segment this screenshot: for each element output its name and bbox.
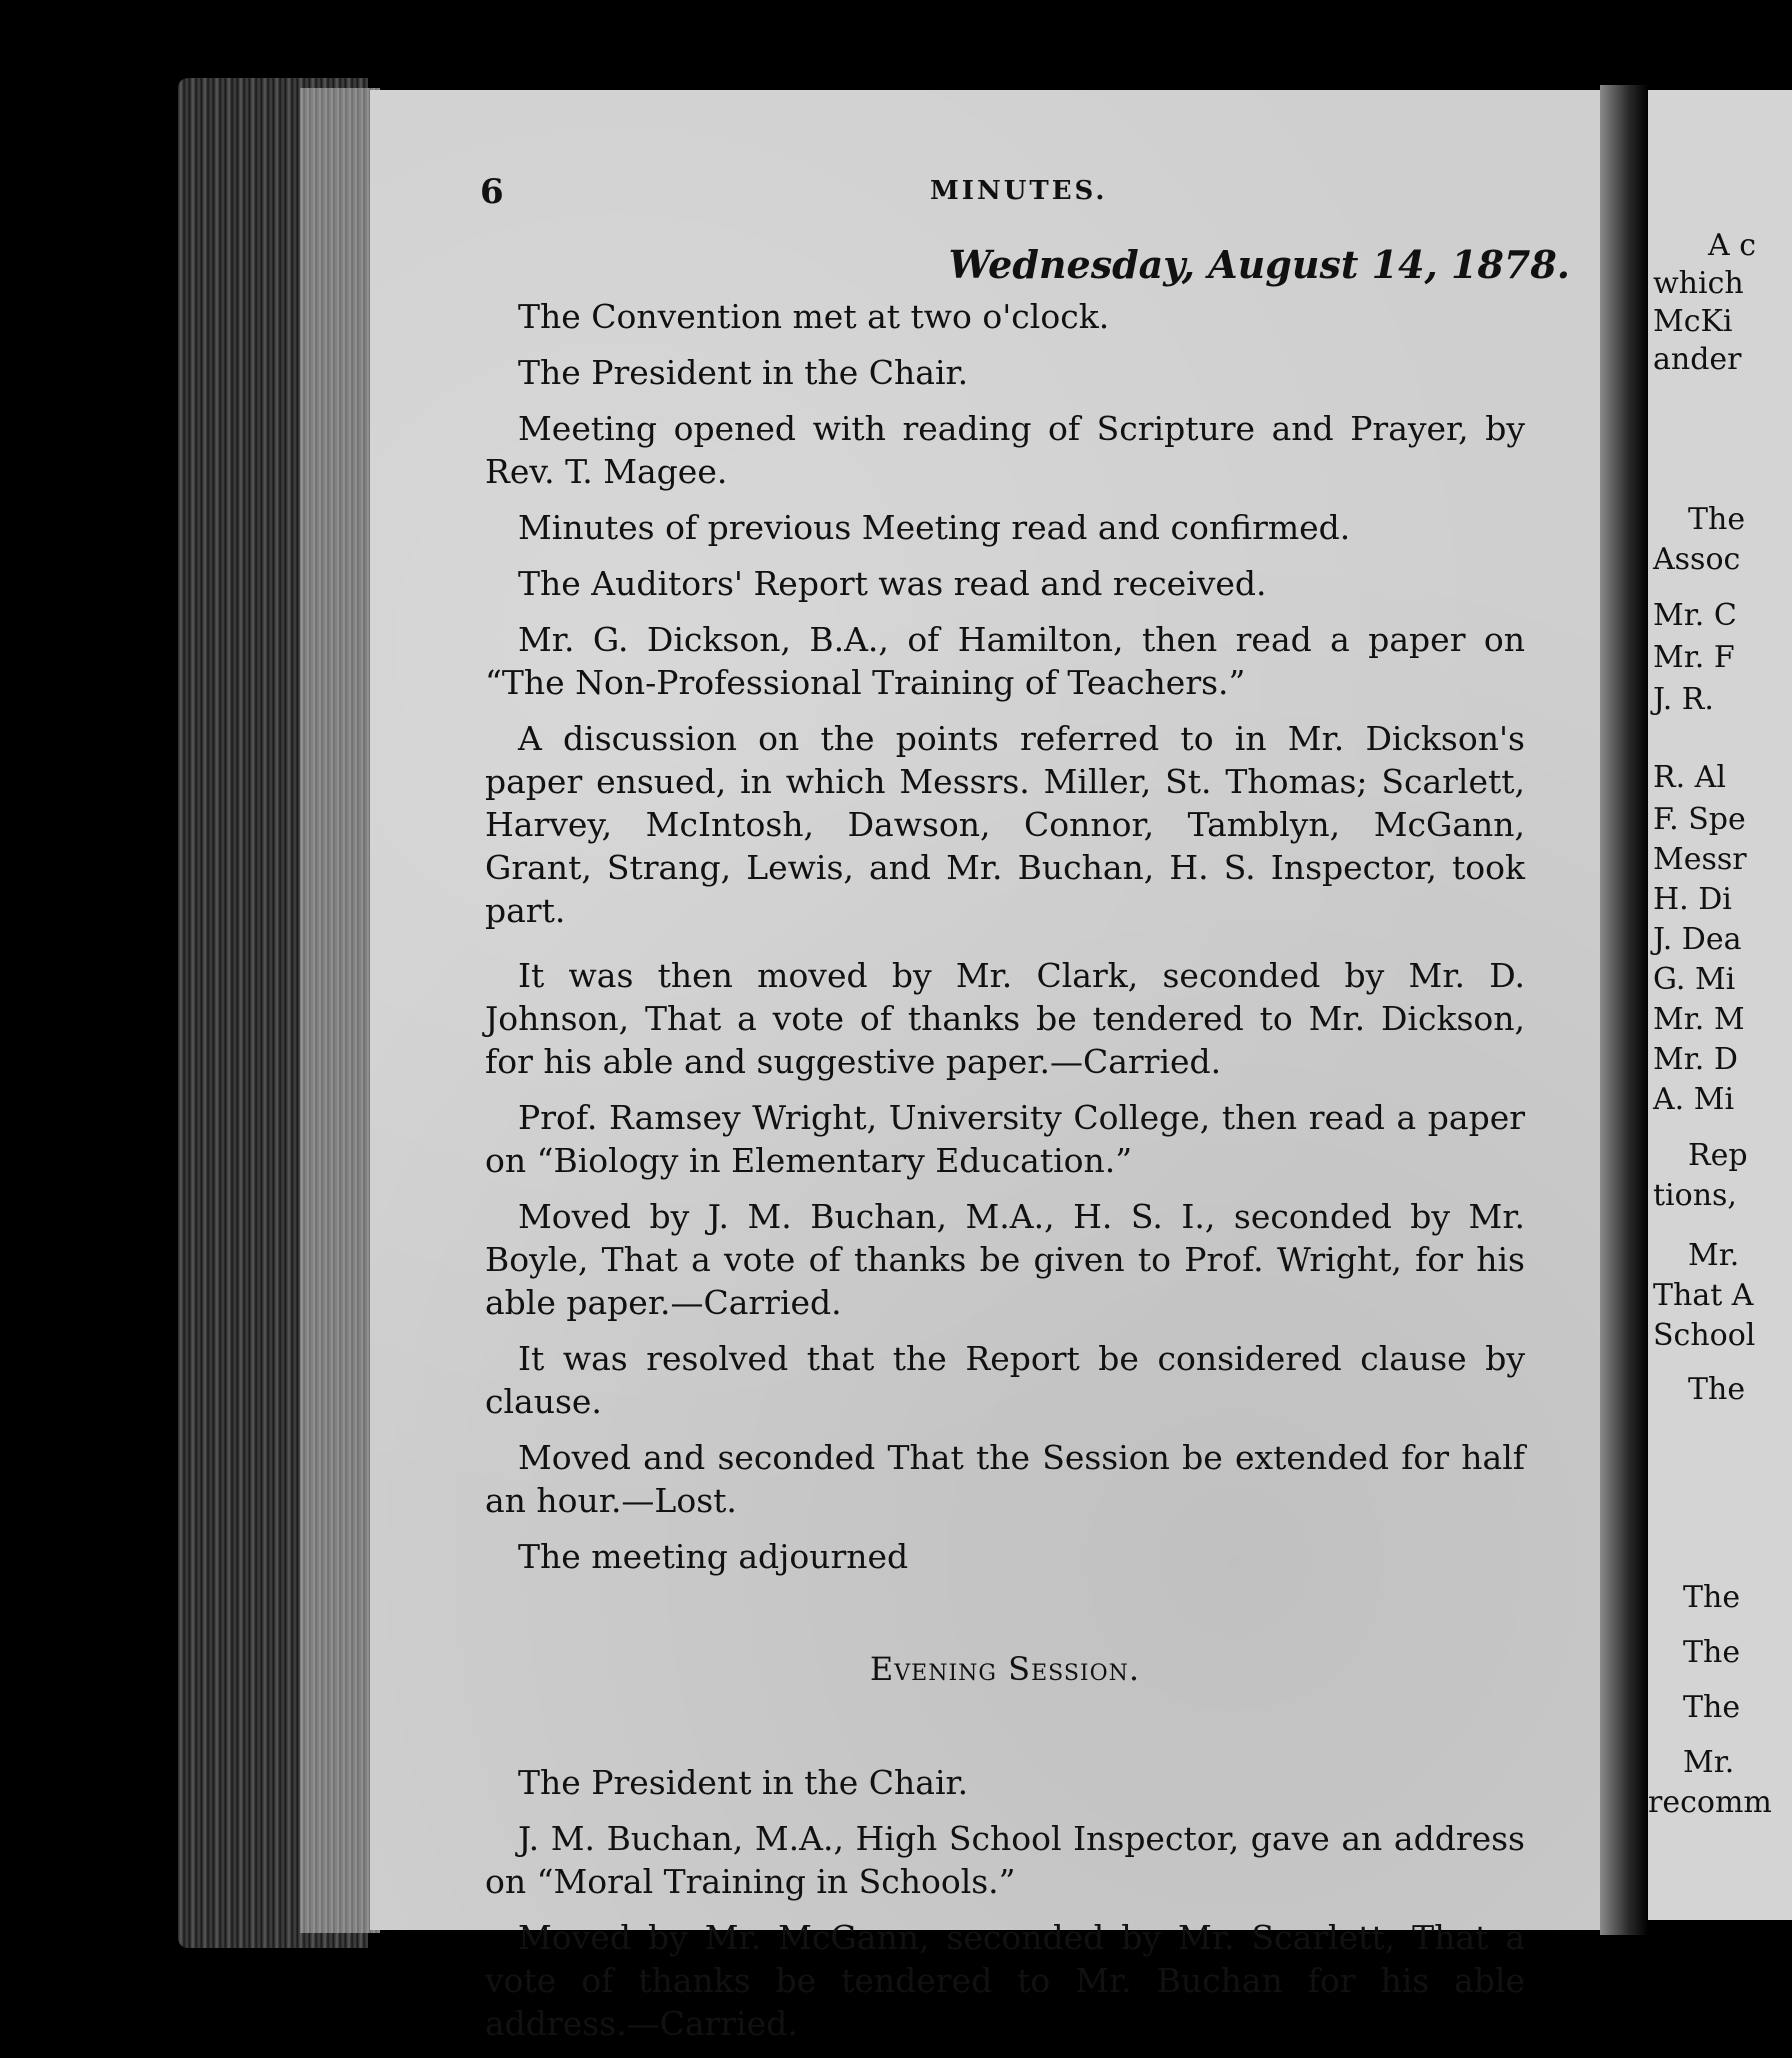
facing-fragment: Mr. (1683, 1745, 1735, 1780)
facing-fragment: Mr. C (1653, 598, 1737, 633)
paragraph: The Convention met at two o'clock. (518, 297, 1110, 336)
facing-fragment: H. Di (1653, 882, 1732, 917)
facing-fragment: School (1653, 1318, 1756, 1353)
paragraph: Minutes of previous Meeting read and confirmed. (518, 508, 1351, 547)
paragraph: Mr. G. Dickson, B.A., of Hamilton, then read a paper on “The Non-Professional Training of Teachers.” (485, 620, 1525, 702)
paragraph: It was then moved by Mr. Clark, seconded by Mr. D. Johnson, That a vote of thanks be tendered to Mr. Dickson, for his able and suggestive paper.—Carried. (485, 956, 1525, 1081)
session-heading: Evening Session. (869, 1650, 1141, 1688)
paragraph: A discussion on the points referred to in Mr. Dickson's paper ensued, in which Messrs. Miller, St. Thomas; Scarlett, Harvey, McIntosh, Dawson, Connor, Tamblyn, McGann, Grant, Strang, Lewis, and Mr. Buchan, H. S. Inspector, took part. (485, 719, 1525, 930)
paragraph: The President in the Chair. (518, 353, 969, 392)
paragraph: Meeting opened with reading of Scripture and Prayer, by Rev. T. Magee. (485, 409, 1525, 491)
paragraph: Moved and seconded That the Session be extended for half an hour.—Lost. (485, 1438, 1525, 1520)
paragraph: It was resolved that the Report be considered clause by clause. (485, 1339, 1525, 1421)
facing-fragment: J. R. (1653, 682, 1714, 717)
facing-fragment: Mr. D (1653, 1042, 1738, 1077)
facing-fragment: Mr. F (1653, 640, 1735, 675)
paragraph: Moved by Mr. McGann, seconded by Mr. Scarlett, That a vote of thanks be tendered to Mr. Buchan for his able address.—Carried. (485, 1918, 1525, 2043)
facing-fragment: Assoc (1653, 542, 1741, 577)
facing-fragment: Mr. M (1653, 1002, 1745, 1037)
facing-fragment: Mr. (1688, 1238, 1740, 1273)
left-page (370, 90, 1605, 2043)
paragraph: Prof. Ramsey Wright, University College, then read a paper on “Biology in Elementary Education.” (485, 1098, 1525, 1180)
paragraph: The President in the Chair. (518, 1763, 969, 1802)
facing-fragment: A c (1708, 228, 1757, 263)
facing-fragment: J. Dea (1653, 922, 1742, 957)
page-edge-strip (300, 88, 380, 1933)
paragraph: The Auditors' Report was read and received. (518, 564, 1267, 603)
facing-fragment: G. Mi (1653, 962, 1736, 997)
facing-fragment: recomm (1648, 1785, 1772, 1820)
running-head: MINUTES. (930, 176, 1108, 206)
book-gutter (1600, 85, 1648, 1935)
facing-fragment: R. Al (1653, 760, 1726, 795)
facing-fragment: The (1683, 1690, 1741, 1725)
facing-fragment: The (1688, 502, 1746, 537)
page-body (485, 295, 1525, 2058)
facing-fragment: The (1688, 1372, 1746, 1407)
facing-fragment: ander (1653, 342, 1742, 377)
paragraph: J. M. Buchan, M.A., High School Inspector, gave an address on “Moral Training in Schools.” (485, 1819, 1525, 1901)
facing-fragment: A. Mi (1653, 1082, 1735, 1117)
dateline: Wednesday, August 14, 1878. (948, 242, 1570, 287)
facing-fragment: McKi (1653, 304, 1733, 339)
facing-fragment: The (1683, 1580, 1741, 1615)
facing-fragment: That A (1653, 1278, 1754, 1313)
facing-fragment: Rep (1688, 1138, 1748, 1173)
page-number: 6 (480, 172, 504, 212)
facing-fragment: which (1653, 266, 1744, 301)
facing-fragment: Messr (1653, 842, 1747, 877)
facing-fragment: F. Spe (1653, 802, 1746, 837)
facing-fragment: The (1683, 1635, 1741, 1670)
facing-page (1648, 90, 1792, 1920)
paragraph: Moved by J. M. Buchan, M.A., H. S. I., seconded by Mr. Boyle, That a vote of thanks be given to Prof. Wright, for his able paper.—Carried. (485, 1197, 1525, 1322)
paragraph: The meeting adjourned (518, 1537, 909, 1576)
facing-fragment: tions, (1653, 1178, 1737, 1213)
